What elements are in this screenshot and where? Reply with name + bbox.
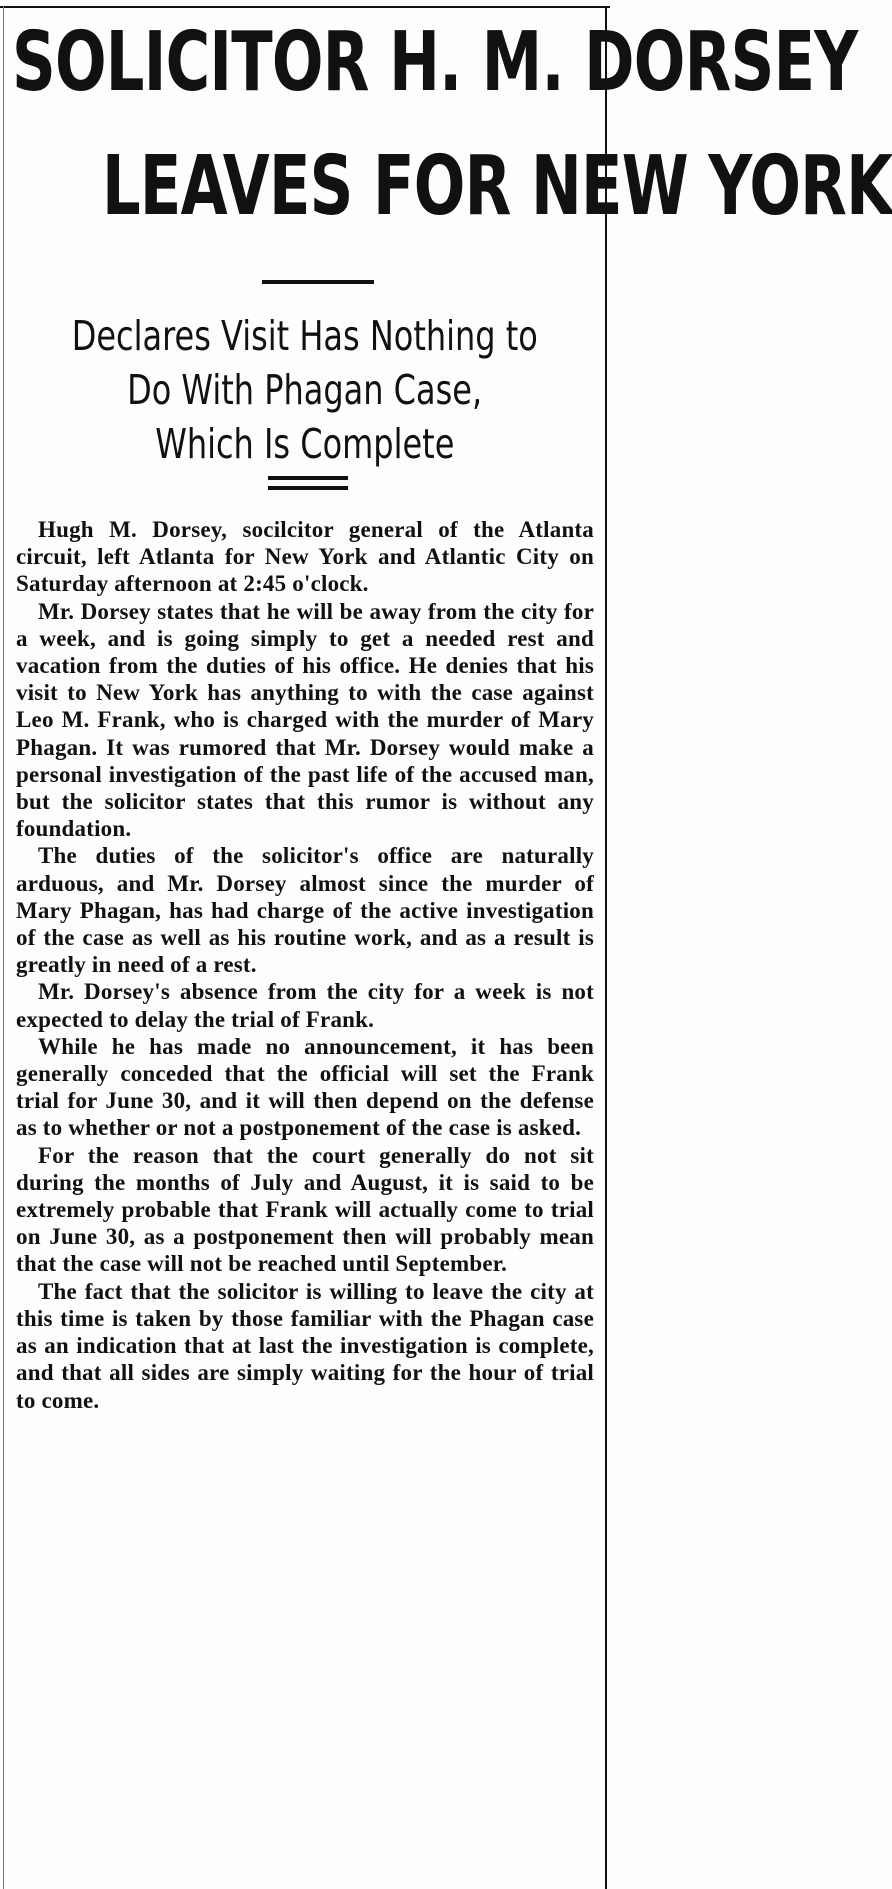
subheadline-line-2-text: Do With Phagan Case,	[127, 366, 483, 414]
subheadline-line-3-text: Which Is Complete	[155, 420, 455, 468]
headline-line-1: SOLICITOR H. M. DORSEY	[12, 15, 858, 110]
subheadline-line-2	[0, 366, 610, 414]
headline-line-2: LEAVES FOR NEW YORK	[102, 139, 892, 234]
article-paragraph-6: For the reason that the court generally do not sit during the months of July and August, it is said to be extremely probable that Frank will actually come to trial on June 30, as a postponement then will probably mean that the case will not be reached until September.	[16, 1142, 594, 1277]
article-body	[16, 516, 594, 1414]
right-column-rule	[605, 6, 607, 1889]
subheadline-line-3	[0, 420, 610, 468]
subheadline-line-1	[0, 312, 610, 360]
article-paragraph-3: The duties of the solicitor's office are naturally arduous, and Mr. Dorsey almost since the murder of Mary Phagan, has had charge of the active investigation of the case as well as his routine work, and as a result is greatly in need of a rest.	[16, 843, 594, 978]
subheadline-line-1-text: Declares Visit Has Nothing to	[71, 312, 539, 360]
article-paragraph-2: Mr. Dorsey states that he will be away from the city for a week, and is going simply to get a needed rest and vacation from the duties of his office. He denies that his visit to New York has anything to with the case against Leo M. Frank, who is charged with the murder of Mary Phagan. It was rumored that Mr. Dorsey would make a personal investigation of the past life of the accused man, but the solicitor states that this rumor is without any foundation.	[16, 598, 594, 842]
headline-divider	[262, 280, 374, 284]
article-paragraph-5: While he has made no announcement, it has been generally conceded that the official will set the Frank trial for June 30, and it will then depend on the defense as to whether or not a postponement of the case is asked.	[16, 1033, 594, 1141]
article-divider-lower	[268, 486, 348, 490]
article-paragraph-4: Mr. Dorsey's absence from the city for a week is not expected to delay the trial of Frank.	[16, 979, 594, 1032]
top-column-rule	[0, 6, 610, 8]
article-paragraph-7: The fact that the solicitor is willing to leave the city at this time is taken by those familiar with the Phagan case as an indication that at last the investigation is complete, and that all sides are simply waiting for the hour of trial to come.	[16, 1278, 594, 1413]
article-paragraph-1: Hugh M. Dorsey, socilcitor general of the Atlanta circuit, left Atlanta for New York and Atlantic City on Saturday afternoon at 2:45 o'clock.	[16, 517, 594, 597]
left-column-rule	[3, 6, 4, 1889]
article-divider-upper	[268, 476, 348, 480]
